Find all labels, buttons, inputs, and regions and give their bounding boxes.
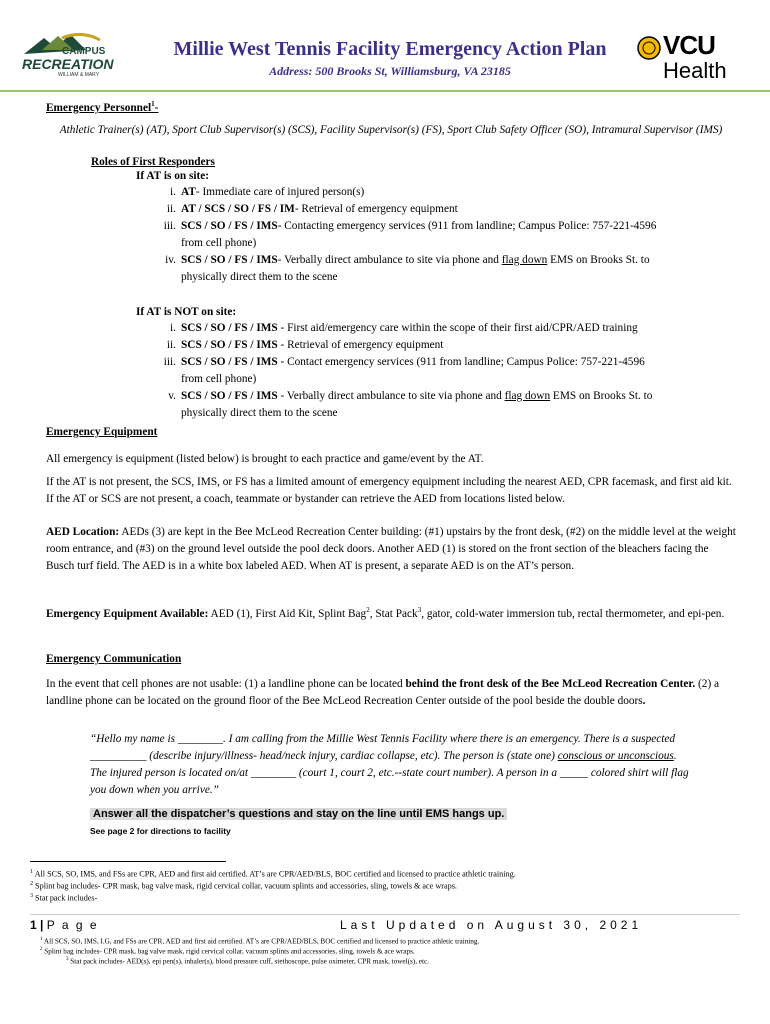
footnote-lower-number: 2 [40, 947, 43, 952]
page-number: 1 | P a g e [30, 918, 99, 932]
logo-text-vcu: VCU [663, 30, 715, 60]
list-item-text [181, 184, 741, 201]
list-item-desc: - Immediate care of injured person(s) [195, 186, 365, 198]
list-item-role: SCS / SO / FS / IMS [181, 390, 278, 402]
list-item-desc: - Verbally direct ambulance to site via phone and [277, 254, 502, 266]
aed-location: AED Location: AEDs (3) are kept in the Bee McLeod Recreation Center building: (#1) upstairs by the front desk, (#2) on the middle level at the weight room entrance, and (#3) on the ground level outside the pool deck doors. Another AED (1) is stored on the front section of the bleachers facing the Busch turf field. The AED is in a white box labeled AED. When AT is present, a separate AED is on the AT’s person. [46, 526, 736, 572]
list-item-continuation: from cell phone) [181, 237, 257, 249]
logo-text-health: Health [663, 58, 727, 83]
see-page-2-note: See page 2 for directions to facility [90, 826, 231, 836]
list-item-desc-after: EMS on Brooks St. to [547, 254, 650, 266]
list-item-desc: - First aid/emergency care within the scope of their first aid/CPR/AED training [277, 322, 638, 334]
list-item-text [181, 337, 741, 354]
list-item-role: SCS / SO / FS / IMS [181, 356, 278, 368]
list-num: iii. [163, 220, 176, 232]
list-item-desc: - Retrieval of emergency equipment [294, 203, 458, 215]
page-address: Address: 500 Brooks St, Williamsburg, VA 23185 [269, 64, 511, 78]
footnote-lower [66, 955, 766, 966]
list-item-continuation: physically direct them to the scene [181, 271, 338, 283]
list-num: i. [170, 322, 176, 334]
footnote [30, 879, 730, 892]
footnote-divider [30, 861, 226, 862]
dispatcher-instruction: Answer all the dispatcher’s questions and stay on the line until EMS hangs up. [90, 808, 507, 820]
list-item-desc-after: EMS on Brooks St. to [550, 390, 653, 402]
list-item-role: AT [181, 186, 196, 198]
logo-text-campus: CAMPUS [62, 46, 106, 57]
list-item-text [181, 201, 741, 218]
last-updated: Last Updated on August 30, 2021 [340, 918, 643, 932]
footnote-lower-number: 1 [40, 937, 43, 942]
list-num: v. [168, 390, 176, 402]
footnote [30, 867, 730, 880]
campus-recreation-logo [22, 30, 122, 78]
list-item-text [181, 320, 741, 337]
list-item-desc: - Verbally direct ambulance to site via phone and [277, 390, 505, 402]
equipment-para-2: If the AT is not present, the SCS, IMS, or FS has a limited amount of emergency equipment including the nearest AED, CPR facemask, and first aid kit. If the AT or SCS are not present, a coach, teammate or bystander can retrieve the AED from locations listed below. [46, 476, 732, 505]
list-item-desc: - Contact emergency services (911 from landline; Campus Police: 757-221-4596 [277, 356, 645, 368]
footnote-text: Stat pack includes- [35, 893, 98, 903]
personnel-description: Athletic Trainer(s) (AT), Sport Club Supervisor(s) (SCS), Facility Supervisor(s) (FS), Sport Club Safety Officer (SO), Intramural Supervisor (IMS) [59, 124, 723, 136]
footnote-text: All SCS, SO, IMS, and FSs are CPR, AED and first aid certified. AT’s are CPR/AED/BLS, BOC certified and licensed to practice athletic training. [34, 869, 516, 879]
list-item-desc: - Contacting emergency services (911 from landline; Campus Police: 757-221-4596 [277, 220, 657, 232]
list-num: ii. [166, 203, 176, 215]
list-item-text [181, 388, 741, 405]
header-divider [0, 90, 770, 92]
footnote-number: 1 [30, 869, 33, 875]
equipment-heading: Emergency Equipment [46, 426, 158, 438]
personnel-heading: Emergency Personnel$^1$- [46, 100, 159, 114]
footnote-number: 2 [30, 881, 33, 887]
not-on-site-heading: If AT is NOT on site: [136, 306, 237, 318]
list-item-role: AT / SCS / SO / FS / IM [181, 203, 295, 215]
equipment-para-1: All emergency is equipment (listed below) is brought to each practice and game/event by the AT. [46, 453, 484, 465]
list-item-continuation: physically direct them to the scene [181, 407, 338, 419]
list-item-underline: flag down [501, 254, 548, 266]
on-site-heading: If AT is on site: [136, 170, 210, 182]
communication-para: In the event that cell phones are not usable: (1) a landline phone can be located behind the front desk of the Bee McLeod Recreation Center. (2) a landline phone can be located on the ground floor of the Bee McLeod Recreation Center outside of the pool beside the double doors. [46, 678, 720, 707]
list-num: iii. [163, 356, 176, 368]
footnote-number: 3 [30, 893, 33, 899]
list-item-text [181, 252, 741, 269]
list-item-role: SCS / SO / FS / IMS [181, 322, 278, 334]
list-num: iv. [165, 254, 176, 266]
footnote-lower-number: 3 [66, 957, 69, 962]
list-item-desc: - Retrieval of emergency equipment [277, 339, 444, 351]
list-item-continuation: from cell phone) [181, 373, 257, 385]
footnote [30, 891, 730, 904]
list-item-role: SCS / SO / FS / IMS [181, 220, 278, 232]
list-num: ii. [166, 339, 176, 351]
footnote-text: Splint bag includes- CPR mask, bag valve mask, rigid cervical collar, vacuum splints and accessories, sling, towels & ace wraps. [35, 881, 457, 891]
footnote-lower-text: Splint bag includes- CPR mask, bag valve mask, rigid cervical collar, vacuum splints and accessories, sling, towels & ace wraps. [44, 947, 415, 956]
list-item-underline: flag down [504, 390, 551, 402]
equipment-available: Emergency Equipment Available: AED (1), First Aid Kit, Splint Bag$^2$, Stat Pack$^3$, gator, cold-water immersion tub, rectal thermometer, and epi-pen. [46, 606, 725, 620]
dispatch-script: “Hello my name is ________. I am calling from the Millie West Tennis Facility where there is an emergency. There is a suspected __________ (describe injury/illness- head/neck injury, cardiac collapse, etc). The person is (state one) conscious or unconscious. The injured person is located on/at ________ (court 1, court 2, etc.--state court number). A person in a _____ colored shirt will flag you down when you arrive.” [90, 733, 689, 796]
logo-text-recreation: RECREATION [22, 56, 114, 72]
list-item-role: SCS / SO / FS / IMS [181, 254, 278, 266]
list-item-text [181, 354, 741, 371]
footer-divider [30, 914, 740, 915]
footnote-lower-text: Stat pack includes- AED(s), epi pen(s), inhaler(s), blood pressure cuff, stethoscope, pulse oximeter, CPR mask, towel(s), etc. [70, 957, 429, 966]
roles-heading: Roles of First Responders [91, 156, 215, 168]
communication-heading: Emergency Communication [46, 653, 182, 665]
logo-text-wm: WILLIAM & MARY [58, 72, 100, 78]
page-title: Millie West Tennis Facility Emergency Action Plan [173, 38, 607, 60]
list-item-role: SCS / SO / FS / IMS [181, 339, 278, 351]
footnote-lower-text: All SCS, SO, IMS, I.G, and FSs are CPR, AED and first aid certified. AT’s are CPR/AED/BLS, BOC certified and licensed to practice athletic training. [43, 937, 480, 946]
vcu-health-logo [637, 30, 749, 84]
vcu-seal-icon [637, 36, 661, 60]
list-item-text [181, 218, 741, 235]
list-num: i. [170, 186, 176, 198]
